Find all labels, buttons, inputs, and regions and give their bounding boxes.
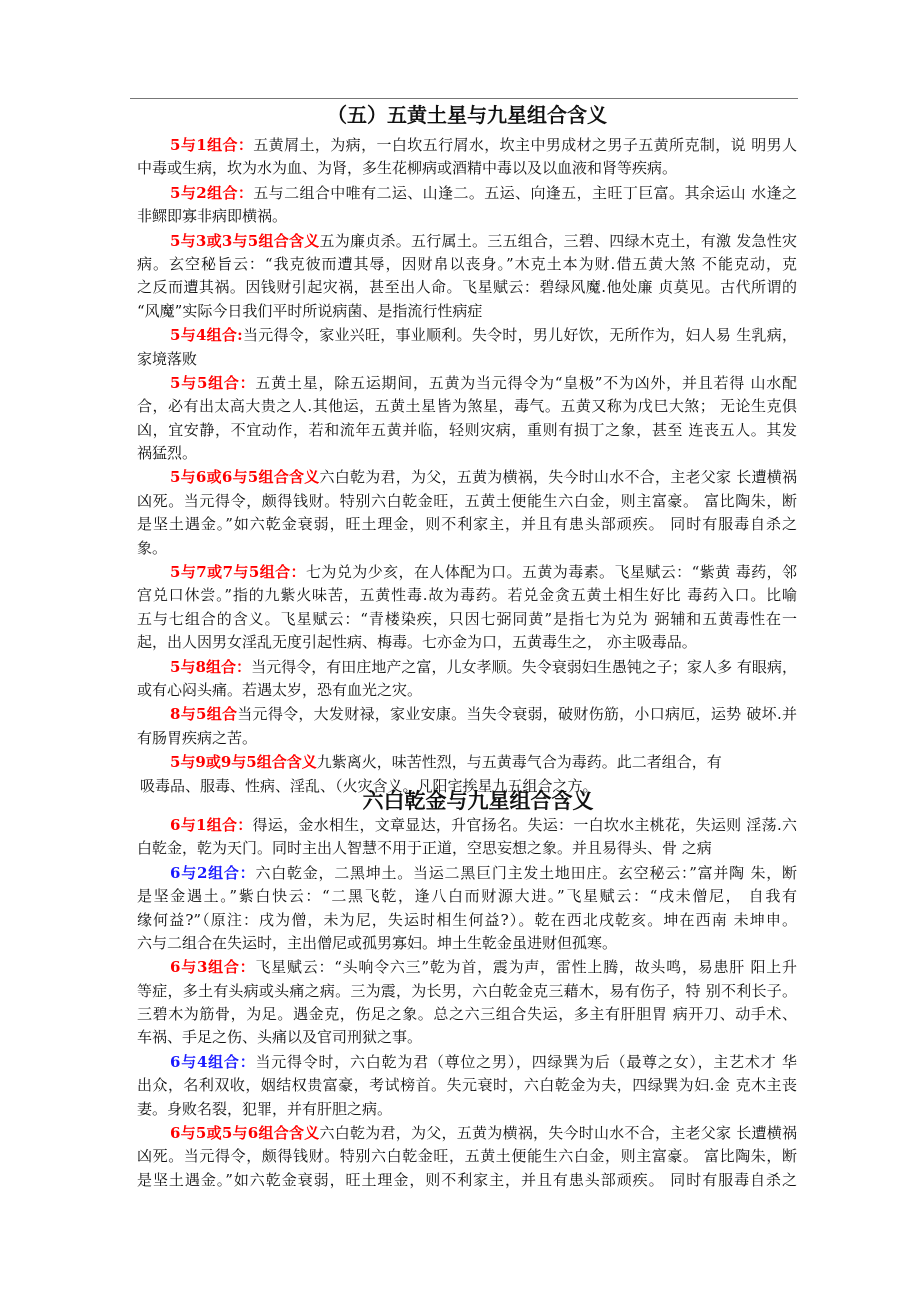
combination-paragraph — [137, 814, 797, 861]
combination-label: 5与8组合： — [170, 657, 252, 676]
text-line — [137, 862, 797, 885]
line-text: 当元得令，大发财禄，家业安康。当失令衰弱，破财伤筋，小口病厄，运势 破坏.并 — [237, 705, 798, 724]
line-text: 缘何益?”（原注：戌为僧，未为尼，失运时相生何益?）。乾在西北戌乾亥。坤在西南 未坤申。 — [137, 910, 797, 929]
text-line — [137, 656, 797, 679]
line-text: 五为廉贞杀。五行属土。三五组合，三碧、四绿木克土，有激 发急性灾 — [319, 231, 797, 250]
line-text: 宫兑口休尝。”指的九紫火味苦，五黄性毒.故为毒药。若兑金贪五黄土相生好比 毒药入口。比喻 — [137, 586, 797, 605]
text-line — [137, 157, 797, 180]
line-text: 病。玄空秘旨云：“我克彼而遭其辱，因财帛以丧身。”木克土本为财.借五黄大煞 不能克动，克 — [137, 254, 797, 273]
line-text: 五与二组合中唯有二运、山逢二。五运、向逢五，主旺丁巨富。其余运山 水逢之 — [253, 183, 798, 202]
line-text: 六与二组合在失运时，主出僧尼或孤男寡妇。坤土生乾金虽进财但孤寒。 — [137, 933, 618, 952]
combination-paragraph — [137, 1051, 797, 1121]
line-text: 六白乾金，二黑坤土。当运二黑巨门主发土地田庄。玄空秘云：”富并陶 朱，断 — [255, 863, 797, 882]
text-line — [137, 727, 797, 750]
combination-paragraph — [137, 956, 797, 1050]
text-line — [137, 885, 797, 908]
text-line — [137, 561, 797, 584]
combination-label: 6与3组合： — [170, 958, 256, 977]
combination-paragraph — [137, 466, 797, 560]
combination-label: 5与3或3与5组合含义 — [170, 231, 320, 250]
line-text: 合，必有出太高大贵之人.其他运，五黄土星皆为煞星，毒气。五黄又称为戊巳大煞； 无论生克俱 — [137, 397, 797, 416]
text-line — [137, 1051, 797, 1074]
line-text: 家境落败 — [137, 349, 198, 368]
combination-label: 5与6或6与5组合含义 — [170, 468, 320, 487]
combination-paragraph — [137, 1122, 797, 1192]
text-line — [137, 205, 797, 228]
document-body — [137, 100, 797, 1192]
line-text: 祸猛烈。 — [137, 444, 198, 463]
line-text: 是坚土遇金。”如六乾金衰弱，旺土理金，则不利家主，并且有患头部顽疾。 同时有服毒自杀之 — [137, 1170, 797, 1189]
text-line — [137, 956, 797, 979]
text-line — [137, 584, 797, 607]
combination-label: 5与7或7与5组合： — [170, 563, 306, 582]
combination-label: 6与2组合： — [170, 863, 256, 882]
line-text: 之反而遭其祸。因钱财引起灾祸，甚至出人命。飞星赋云：碧绿风魔.他处廉 贞莫见。古代所谓的 — [137, 278, 797, 297]
line-text: 凶，宜安静，不宜动作，若和流年五黄并临，轻则灾病，重则有损丁之象，甚至 连丧五人。其发 — [137, 420, 797, 439]
text-line — [137, 1169, 797, 1192]
text-line — [137, 1026, 797, 1049]
line-text: 当元得令，家业兴旺，事业顺利。失令时，男儿好饮，无所作为，妇人易 生乳病， — [242, 326, 797, 345]
text-line — [137, 1003, 797, 1026]
line-text: 三碧木为筋骨，为足。遇金克，伤足之象。总之六三组合失运，多主有肝胆胃 病开刀、动手术、 — [137, 1005, 797, 1024]
text-line — [137, 300, 797, 323]
line-text: 妻。身败名裂，犯罪，并有肝胆之病。 — [137, 1099, 393, 1118]
line-text: “风魔”实际今日我们平时所说病菌、是指流行性病症 — [137, 301, 483, 320]
line-text: 五与七组合的含义。飞星赋云：“青楼染疾，只因七弼同黄”是指七为兑为 弼辅和五黄毒性在一 — [137, 609, 797, 628]
text-line — [137, 537, 797, 560]
text-line — [137, 230, 797, 253]
text-line — [137, 372, 797, 395]
text-line — [137, 1145, 797, 1168]
text-line — [137, 814, 797, 837]
combination-label: 5与4组合: — [170, 326, 243, 345]
combination-paragraph — [137, 230, 797, 324]
text-line — [137, 253, 797, 276]
line-text: 等症，多土有头病或头痛之病。三为震，为长男，六白乾金克三藉木，易有伤子，特 别不利长子。 — [137, 981, 797, 1000]
text-line — [137, 980, 797, 1003]
section-heading: 六白乾金与九星组合含义 — [362, 787, 594, 813]
line-text: 有肠胃疾病之苦。 — [137, 728, 258, 747]
line-text: 得运，金水相生，文章显达，升官扬名。失运：一白坎水主桃花，失运则 淫荡.六 — [252, 815, 797, 834]
header-rule — [130, 98, 798, 99]
combination-label: 5与9或9与5组合含义 — [170, 753, 317, 772]
line-text: 车祸、手足之伤、头痛以及官司刑狱之事。 — [137, 1028, 423, 1047]
line-text: 五黄屑土，为病，一白坎五行屑水，坎主中男成材之男子五黄所克制，说 明男人 — [253, 136, 798, 154]
text-line — [137, 703, 797, 726]
text-line — [137, 751, 797, 774]
combination-label: 6与4组合： — [170, 1052, 256, 1071]
line-text: 六白乾为君，为父，五黄为横祸，失今时山水不合，主老父家 长遭横祸 — [319, 468, 797, 487]
text-line — [137, 395, 797, 418]
text-line — [137, 909, 797, 932]
text-line — [137, 1074, 797, 1097]
combination-label: 6与1组合： — [170, 815, 253, 834]
text-line — [137, 1098, 797, 1121]
line-text: 象。 — [137, 538, 168, 557]
text-line — [137, 419, 797, 442]
line-text: 九紫离火，味苦性烈，与五黄毒气合为毒药。此二者组合，有 — [316, 753, 722, 772]
line-text: 凶死。当元得令，颇得钱财。特别六白乾金旺，五黄土便能生六白金，则主富豪。 富比陶朱，断 — [137, 1147, 797, 1166]
combination-paragraph — [137, 561, 797, 655]
text-line — [137, 513, 797, 536]
text-line — [137, 1122, 797, 1145]
combination-label: 5与1组合： — [170, 136, 254, 154]
combination-label: 6与5或5与6组合含义 — [170, 1124, 320, 1143]
combination-paragraph — [137, 324, 797, 371]
combination-paragraph — [137, 134, 797, 181]
line-text: 白乾金，乾为天门。同时主出人智慧不用于正道，空思妄想之象。并且易得头、骨 之病 — [137, 839, 712, 858]
line-text: 六白乾为君，为父，五黄为横祸，失今时山水不合，主老父家 长遭横祸 — [319, 1124, 797, 1143]
line-text: 当元得令时，六白乾为君（尊位之男），四绿巽为后（最尊之女），主艺术才 华 — [255, 1052, 797, 1071]
text-line — [137, 490, 797, 513]
page-title: （五）五黄土星与九星组合含义 — [327, 103, 607, 127]
text-line — [137, 276, 797, 299]
combination-label: 8与5组合 — [170, 705, 238, 724]
combination-paragraph — [137, 656, 797, 703]
line-text: 中毒或生病，坎为水为血、为肾，多生花柳病或酒精中毒以及以血液和肾等疾病。 — [137, 159, 678, 178]
line-text: 七为兑为少亥，在人体配为口。五黄为毒素。飞星赋云：“紫黄 毒药，邻 — [306, 563, 797, 582]
text-line — [137, 679, 797, 702]
line-text: 非鳏即寡非病即横祸。 — [137, 207, 288, 226]
text-line — [137, 134, 797, 157]
text-line — [137, 837, 797, 860]
line-text: 吸毒品、服毒、性病、淫乱、（火灾含义。凡阳宅挨星九五组合之方。 — [140, 776, 598, 795]
text-line — [137, 442, 797, 465]
text-line — [137, 324, 797, 347]
line-text: 是坚土遇金。”如六乾金衰弱，旺土理金，则不利家主，并且有患头部顽疾。 同时有服毒自杀之 — [137, 515, 797, 534]
combination-label: 5与5组合： — [170, 373, 256, 392]
combination-paragraph — [137, 182, 797, 229]
text-line — [137, 466, 797, 489]
line-text: 凶死。当元得令，颇得钱财。特别六白乾金旺，五黄土便能生六白金，则主富豪。 富比陶朱，断 — [137, 491, 797, 510]
line-text: 当元得令，有田庄地产之富，儿女孝顺。失令衰弱妇生愚钝之子；家人多 有眼病， — [251, 657, 798, 676]
combination-paragraph — [137, 703, 797, 750]
text-line — [137, 348, 797, 371]
combination-paragraph — [137, 862, 797, 956]
combination-paragraph — [137, 372, 797, 466]
text-line — [137, 631, 797, 654]
text-line — [137, 608, 797, 631]
line-text: 或有心闷头痛。若遇太岁，恐有血光之灾。 — [137, 680, 423, 699]
line-text: 是坚金遇土。”紫白快云：“二黑飞乾，逢八白而财源大进。”飞星赋云：“戌未僧尼， 自我有 — [137, 887, 797, 906]
line-text: 出众，名利双收，姻结权贵富豪，考试榜首。失元衰时，六白乾金为夫，四绿巽为妇.金 克木主丧 — [137, 1076, 797, 1095]
line-text: 飞星赋云：“头响令六三”乾为首，震为声，雷性上腾，故头鸣，易患肝 阳上升 — [255, 958, 798, 977]
combination-label: 5与2组合： — [170, 183, 254, 202]
line-text: 起，出人因男女淫乱无度引起性病、梅毒。七亦金为口，五黄毒生之， 亦主吸毒品。 — [137, 633, 697, 652]
line-text: 五黄土星，除五运期间，五黄为当元得令为“皇极”不为凶外，并且若得 山水配 — [255, 373, 798, 392]
text-line — [137, 182, 797, 205]
text-line — [137, 932, 797, 955]
